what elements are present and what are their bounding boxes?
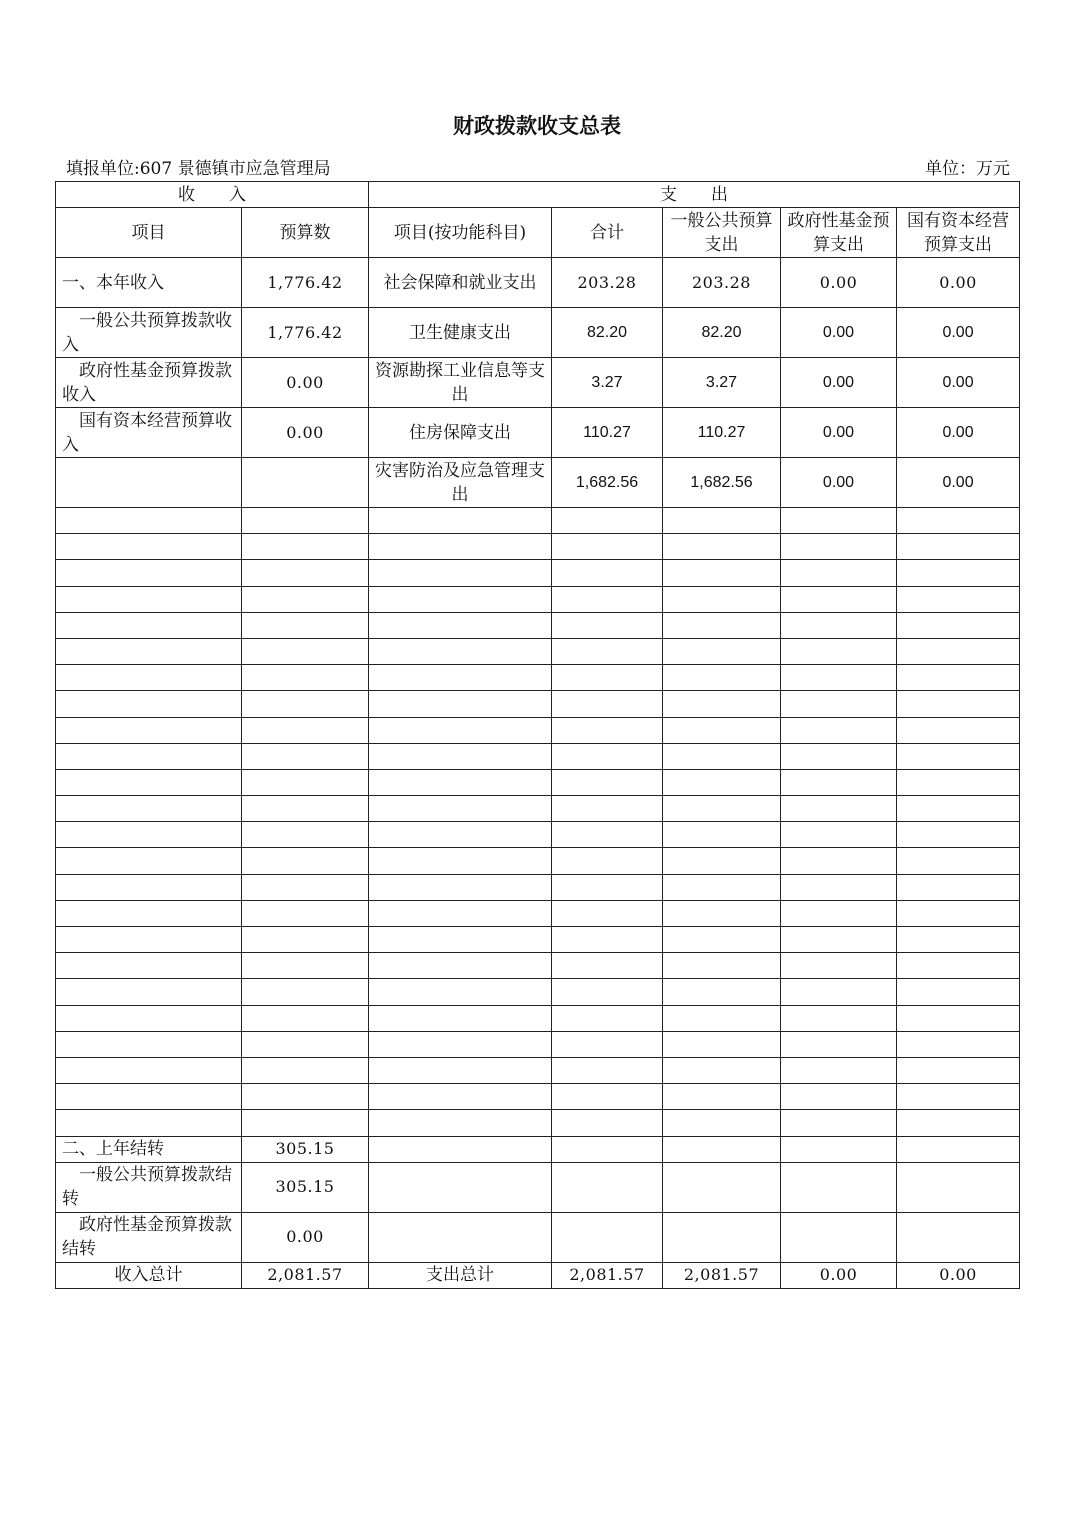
empty-cell (242, 743, 369, 769)
income-value: 1,776.42 (242, 258, 369, 308)
empty-cell (781, 769, 897, 795)
empty-cell (781, 1005, 897, 1031)
expense-general: 203.28 (663, 258, 781, 308)
carryover-row (56, 1136, 1020, 1162)
income-value: 1,776.42 (242, 308, 369, 358)
empty-cell (552, 769, 663, 795)
expense-gov-fund: 0.00 (781, 358, 897, 408)
carryover-row (56, 1212, 1020, 1262)
empty-cell (242, 534, 369, 560)
empty-cell (242, 1031, 369, 1057)
expense-gov-fund: 0.00 (781, 308, 897, 358)
empty-cell (897, 612, 1020, 638)
empty-cell (897, 743, 1020, 769)
empty-cell (242, 927, 369, 953)
empty-cell (663, 691, 781, 717)
empty-cell (552, 717, 663, 743)
empty-cell (369, 1005, 552, 1031)
expense-item: 卫生健康支出 (369, 308, 552, 358)
empty-cell (897, 979, 1020, 1005)
expense-gov-fund: 0.00 (781, 408, 897, 458)
expense-general: 82.20 (663, 308, 781, 358)
income-value: 0.00 (242, 408, 369, 458)
empty-cell (369, 638, 552, 664)
empty-cell (552, 1057, 663, 1083)
empty-cell (897, 1110, 1020, 1136)
empty-cell (552, 743, 663, 769)
empty-cell (663, 1110, 781, 1136)
carryover-row (56, 1162, 1020, 1212)
empty-cell (369, 769, 552, 795)
empty-cell (56, 1057, 242, 1083)
expense-item: 住房保障支出 (369, 408, 552, 458)
empty-cell (663, 796, 781, 822)
empty-cell (781, 665, 897, 691)
empty-cell (663, 900, 781, 926)
empty-cell (56, 638, 242, 664)
empty-cell (242, 900, 369, 926)
empty-cell (242, 979, 369, 1005)
empty-cell (781, 1031, 897, 1057)
empty-row (56, 534, 1020, 560)
expense-group-header: 支 出 (369, 182, 1020, 208)
expense-total: 3.27 (552, 358, 663, 408)
empty-cell (781, 1084, 897, 1110)
empty-cell (369, 691, 552, 717)
empty-cell (242, 508, 369, 534)
empty-row (56, 743, 1020, 769)
empty-cell (552, 848, 663, 874)
income-group-header: 收 入 (56, 182, 369, 208)
empty-cell (897, 1031, 1020, 1057)
empty-row (56, 612, 1020, 638)
empty-cell (56, 534, 242, 560)
carryover-title-value: 305.15 (242, 1136, 369, 1162)
empty-cell (552, 665, 663, 691)
empty-cell (56, 979, 242, 1005)
empty-cell (897, 796, 1020, 822)
empty-cell (242, 1084, 369, 1110)
empty-cell (369, 900, 552, 926)
empty-cell (369, 796, 552, 822)
empty-cell (242, 1110, 369, 1136)
header-state-capital: 国有资本经营预算支出 (897, 208, 1020, 258)
expense-total: 1,682.56 (552, 458, 663, 508)
empty-cell (242, 848, 369, 874)
empty-cell (781, 874, 897, 900)
empty-cell (663, 1057, 781, 1083)
income-item: 国有资本经营预算收入 (56, 408, 242, 458)
expense-item: 灾害防治及应急管理支出 (369, 458, 552, 508)
empty-cell (242, 874, 369, 900)
empty-cell (369, 1084, 552, 1110)
empty-cell (242, 1057, 369, 1083)
empty-cell (56, 848, 242, 874)
empty-row (56, 900, 1020, 926)
expense-gov-fund: 0.00 (781, 458, 897, 508)
empty-cell (552, 560, 663, 586)
empty-cell (552, 508, 663, 534)
empty-cell (781, 717, 897, 743)
empty-cell (242, 1005, 369, 1031)
empty-row (56, 638, 1020, 664)
empty-cell (663, 979, 781, 1005)
table-row (56, 408, 1020, 458)
empty-row (56, 796, 1020, 822)
table-row (56, 358, 1020, 408)
empty-cell (897, 900, 1020, 926)
empty-row (56, 1057, 1020, 1083)
empty-cell (663, 560, 781, 586)
carryover-fund-value: 0.00 (242, 1212, 369, 1262)
empty-cell (781, 848, 897, 874)
income-item: 一般公共预算拨款收入 (56, 308, 242, 358)
empty-cell (369, 1031, 552, 1057)
empty-row (56, 560, 1020, 586)
currency-unit: 单位：万元 (925, 159, 1010, 179)
empty-cell (781, 822, 897, 848)
income-value (242, 458, 369, 508)
empty-row (56, 717, 1020, 743)
totals-row (56, 1262, 1020, 1288)
empty-cell (56, 1005, 242, 1031)
empty-cell (897, 665, 1020, 691)
expense-total: 110.27 (552, 408, 663, 458)
empty-cell (56, 769, 242, 795)
empty-row (56, 848, 1020, 874)
empty-cell (552, 1031, 663, 1057)
empty-cell (242, 796, 369, 822)
empty-cell (552, 691, 663, 717)
group-header-row (56, 182, 1020, 208)
empty-cell (897, 953, 1020, 979)
empty-cell (552, 1084, 663, 1110)
empty-cell (56, 508, 242, 534)
expense-item: 社会保障和就业支出 (369, 258, 552, 308)
empty-cell (552, 1005, 663, 1031)
expense-state-capital: 0.00 (897, 358, 1020, 408)
empty-cell (369, 979, 552, 1005)
empty-cell (552, 927, 663, 953)
empty-cell (369, 534, 552, 560)
empty-cell (897, 534, 1020, 560)
empty-cell (242, 560, 369, 586)
empty-cell (242, 717, 369, 743)
empty-cell (552, 534, 663, 560)
expense-total-sum: 2,081.57 (552, 1262, 663, 1288)
empty-cell (663, 1031, 781, 1057)
expense-total: 203.28 (552, 258, 663, 308)
empty-cell (369, 508, 552, 534)
empty-cell (663, 638, 781, 664)
column-header-row (56, 208, 1020, 258)
empty-cell (781, 508, 897, 534)
empty-cell (663, 508, 781, 534)
empty-cell (56, 1110, 242, 1136)
expense-general: 3.27 (663, 358, 781, 408)
empty-cell (56, 665, 242, 691)
expense-state-capital: 0.00 (897, 308, 1020, 358)
header-item: 项目 (56, 208, 242, 258)
empty-cell (56, 822, 242, 848)
empty-cell (663, 665, 781, 691)
empty-row (56, 665, 1020, 691)
empty-cell (897, 927, 1020, 953)
empty-cell (663, 586, 781, 612)
empty-row (56, 586, 1020, 612)
empty-cell (781, 900, 897, 926)
header-general: 一般公共预算支出 (663, 208, 781, 258)
income-item: 一、本年收入 (56, 258, 242, 308)
empty-cell (56, 796, 242, 822)
empty-cell (663, 927, 781, 953)
empty-cell (369, 848, 552, 874)
empty-row (56, 508, 1020, 534)
empty-cell (242, 769, 369, 795)
empty-cell (56, 560, 242, 586)
empty-cell (663, 717, 781, 743)
empty-cell (56, 953, 242, 979)
empty-cell (781, 691, 897, 717)
empty-row (56, 822, 1020, 848)
expense-state-capital: 0.00 (897, 258, 1020, 308)
empty-cell (369, 953, 552, 979)
expense-state-capital: 0.00 (897, 458, 1020, 508)
empty-cell (552, 1110, 663, 1136)
empty-cell (663, 769, 781, 795)
empty-row (56, 769, 1020, 795)
empty-cell (897, 691, 1020, 717)
empty-cell (552, 586, 663, 612)
table-row (56, 308, 1020, 358)
income-total-value: 2,081.57 (242, 1262, 369, 1288)
empty-cell (56, 586, 242, 612)
empty-cell (897, 822, 1020, 848)
empty-cell (552, 900, 663, 926)
empty-cell (56, 874, 242, 900)
empty-cell (552, 953, 663, 979)
expense-gov-fund: 0.00 (781, 258, 897, 308)
empty-cell (781, 638, 897, 664)
empty-cell (663, 953, 781, 979)
expense-general: 110.27 (663, 408, 781, 458)
empty-cell (897, 848, 1020, 874)
carryover-title: 二、上年结转 (56, 1136, 242, 1162)
empty-cell (663, 874, 781, 900)
empty-cell (897, 508, 1020, 534)
empty-cell (897, 1057, 1020, 1083)
empty-cell (781, 1110, 897, 1136)
empty-cell (897, 1084, 1020, 1110)
empty-cell (663, 534, 781, 560)
expense-total: 82.20 (552, 308, 663, 358)
empty-cell (781, 927, 897, 953)
empty-row (56, 1005, 1020, 1031)
empty-cell (369, 1110, 552, 1136)
empty-row (56, 979, 1020, 1005)
page-title: 财政拨款收支总表 (453, 113, 621, 138)
empty-cell (369, 560, 552, 586)
income-total-label: 收入总计 (56, 1262, 242, 1288)
empty-cell (781, 979, 897, 1005)
carryover-fund-label: 政府性基金预算拨款结转 (56, 1212, 242, 1262)
empty-cell (56, 612, 242, 638)
empty-cell (781, 534, 897, 560)
empty-cell (781, 560, 897, 586)
empty-cell (552, 612, 663, 638)
empty-cell (56, 717, 242, 743)
carryover-general-value: 305.15 (242, 1162, 369, 1212)
empty-cell (56, 1084, 242, 1110)
budget-table (55, 181, 1020, 508)
empty-cell (369, 665, 552, 691)
empty-cell (781, 612, 897, 638)
empty-cell (897, 1005, 1020, 1031)
header-gov-fund: 政府性基金预算支出 (781, 208, 897, 258)
expense-total-gov-fund: 0.00 (781, 1262, 897, 1288)
empty-cell (242, 822, 369, 848)
empty-cell (663, 1084, 781, 1110)
carryover-general-label: 一般公共预算拨款结转 (56, 1162, 242, 1212)
empty-cell (552, 796, 663, 822)
expense-total-state-capital: 0.00 (897, 1262, 1020, 1288)
header-total: 合计 (552, 208, 663, 258)
empty-cell (663, 848, 781, 874)
empty-cell (663, 1005, 781, 1031)
empty-cell (369, 586, 552, 612)
empty-cell (242, 953, 369, 979)
empty-cell (781, 586, 897, 612)
table-row (56, 458, 1020, 508)
empty-cell (897, 769, 1020, 795)
empty-cell (663, 612, 781, 638)
income-value: 0.00 (242, 358, 369, 408)
empty-row (56, 953, 1020, 979)
empty-cell (242, 665, 369, 691)
empty-cell (781, 796, 897, 822)
empty-cell (56, 1031, 242, 1057)
empty-cell (897, 638, 1020, 664)
empty-cell (552, 638, 663, 664)
empty-cell (897, 586, 1020, 612)
empty-cell (663, 822, 781, 848)
empty-cell (897, 560, 1020, 586)
empty-cell (781, 953, 897, 979)
header-item-func: 项目(按功能科目) (369, 208, 552, 258)
empty-cell (663, 743, 781, 769)
empty-cell (242, 638, 369, 664)
income-item: 政府性基金预算拨款收入 (56, 358, 242, 408)
budget-table-lower (55, 507, 1020, 1289)
empty-cell (552, 874, 663, 900)
empty-cell (242, 586, 369, 612)
empty-row (56, 874, 1020, 900)
empty-cell (552, 822, 663, 848)
expense-item: 资源勘探工业信息等支出 (369, 358, 552, 408)
expense-total-general: 2,081.57 (663, 1262, 781, 1288)
empty-cell (369, 874, 552, 900)
empty-cell (369, 1057, 552, 1083)
income-item (56, 458, 242, 508)
empty-cell (56, 900, 242, 926)
empty-row (56, 691, 1020, 717)
empty-cell (552, 979, 663, 1005)
empty-cell (369, 717, 552, 743)
empty-cell (897, 874, 1020, 900)
header-budget: 预算数 (242, 208, 369, 258)
empty-cell (369, 927, 552, 953)
empty-cell (56, 743, 242, 769)
expense-general: 1,682.56 (663, 458, 781, 508)
empty-cell (369, 743, 552, 769)
empty-cell (56, 691, 242, 717)
table-row (56, 258, 1020, 308)
empty-cell (56, 927, 242, 953)
expense-state-capital: 0.00 (897, 408, 1020, 458)
expense-total-label: 支出总计 (369, 1262, 552, 1288)
empty-cell (242, 691, 369, 717)
reporting-unit: 填报单位:607 景德镇市应急管理局 (66, 159, 331, 179)
empty-row (56, 1031, 1020, 1057)
empty-cell (897, 717, 1020, 743)
empty-row (56, 1110, 1020, 1136)
empty-cell (369, 822, 552, 848)
empty-cell (242, 612, 369, 638)
empty-row (56, 1084, 1020, 1110)
empty-cell (781, 1057, 897, 1083)
empty-row (56, 927, 1020, 953)
empty-cell (781, 743, 897, 769)
empty-cell (369, 612, 552, 638)
